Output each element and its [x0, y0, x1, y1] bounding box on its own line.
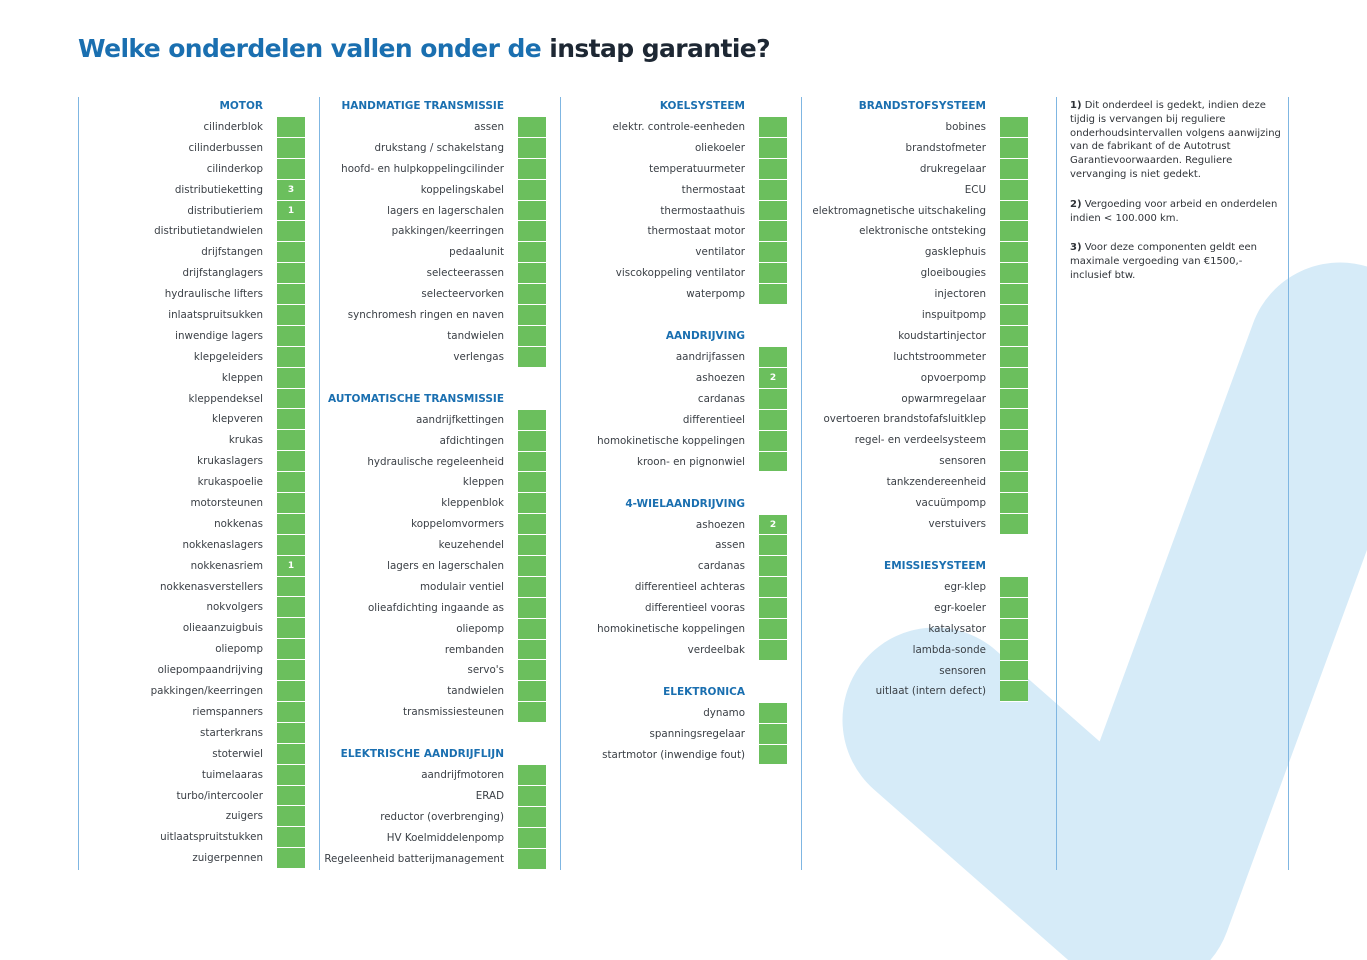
part-label: reductor (overbrenging): [380, 811, 504, 824]
part-label: waterpomp: [686, 288, 745, 301]
covered-checkbox: [1000, 138, 1028, 159]
part-label: selecteervorken: [421, 288, 504, 301]
covered-checkbox: 1: [277, 201, 305, 222]
part-label: gasklephuis: [924, 246, 986, 259]
part-label: nokvolgers: [206, 601, 263, 614]
section-title: MOTOR: [219, 100, 263, 112]
column-divider: [1056, 97, 1057, 870]
part-label: luchtstroommeter: [893, 350, 986, 363]
part-label: selecteerassen: [426, 267, 504, 280]
part-label: uitlaatspruitstukken: [160, 831, 263, 844]
part-label: koudstartinjector: [898, 329, 986, 342]
footnote-text: Dit onderdeel is gedekt, indien deze tijdig is vervangen bij reguliere onderhoudsintervallen volgens aanwijzing van de fabrikant of de Autotrust Garantievoorwaarden. Reguliere vervanging is niet gedekt.: [1070, 100, 1281, 180]
part-label: opvoerpomp: [920, 371, 986, 384]
part-label: cardanas: [697, 560, 745, 573]
part-label: ashoezen: [695, 371, 745, 384]
part-label: egr-klep: [944, 581, 986, 593]
part-label: cilinderblok: [203, 121, 263, 133]
part-label: pedaalunit: [449, 246, 504, 259]
part-label: aandrijfmotoren: [421, 769, 504, 782]
part-label: differentieel achteras: [634, 581, 745, 594]
part-label: differentieel vooras: [645, 602, 745, 615]
covered-checkbox: [1000, 326, 1028, 347]
footnote-text: Vergoeding voor arbeid en onderdelen indien < 100.000 km.: [1070, 198, 1278, 224]
part-label: turbo/intercooler: [176, 789, 263, 802]
part-label: vacuümpomp: [915, 497, 986, 510]
part-label: nokkenasverstellers: [160, 580, 263, 593]
covered-checkbox: [1000, 577, 1028, 598]
part-label: drijfstanglagers: [182, 267, 263, 280]
covered-checkbox: [518, 786, 546, 807]
covered-checkbox: [518, 849, 546, 870]
part-label: dynamo: [703, 706, 745, 719]
covered-checkbox: [1000, 305, 1028, 326]
part-label: overtoeren brandstofafsluitklep: [823, 413, 986, 426]
covered-checkbox: [1000, 681, 1028, 702]
part-label: rembanden: [444, 643, 504, 656]
part-label: nokkenaslagers: [182, 538, 263, 551]
covered-checkbox: [1000, 347, 1028, 368]
part-label: differentieel: [682, 413, 745, 426]
part-label: pakkingen/keerringen: [391, 225, 504, 238]
covered-checkbox: [1000, 263, 1028, 284]
part-label: uitlaat (intern defect): [875, 685, 986, 698]
title-part1: Welke onderdelen vallen onder de: [78, 34, 542, 63]
part-label: elektronische ontsteking: [859, 225, 986, 238]
part-label: regel- en verdeelsysteem: [854, 434, 986, 447]
covered-checkbox: [1000, 640, 1028, 661]
part-label: klepgeleiders: [193, 350, 263, 363]
part-label: kroon- en pignonwiel: [637, 455, 745, 468]
part-label: krukas: [228, 434, 263, 447]
covered-checkbox: [1000, 117, 1028, 138]
part-label: assen: [474, 121, 504, 133]
footnote-1: [1070, 99, 1282, 182]
part-label: startmotor (inwendige fout): [602, 748, 745, 761]
covered-checkbox: [518, 828, 546, 849]
part-label: synchromesh ringen en naven: [347, 309, 504, 322]
part-label: hydraulische regeleenheid: [367, 455, 504, 468]
part-label: lambda-sonde: [912, 643, 986, 656]
covered-checkbox: [1000, 430, 1028, 451]
covered-checkbox: [518, 765, 546, 786]
part-label: homokinetische koppelingen: [597, 434, 745, 447]
part-label: verdeelbak: [687, 643, 745, 656]
footnote-text: Voor deze componenten geldt een maximale vergoeding van €1500,- inclusief btw.: [1070, 242, 1257, 281]
covered-checkbox: [759, 535, 787, 556]
part-label: aandrijfassen: [675, 351, 745, 364]
part-label: modulair ventiel: [420, 580, 504, 593]
part-label: nokkenas: [214, 517, 263, 530]
part-label: riemspanners: [192, 705, 263, 718]
part-label: lagers en lagerschalen: [387, 560, 504, 573]
covered-checkbox: [1000, 221, 1028, 242]
part-label: Regeleenheid batterijmanagement: [324, 852, 504, 865]
footnote-2: [1070, 198, 1282, 226]
covered-checkbox: [759, 724, 787, 745]
part-label: koppelomvormers: [411, 518, 504, 531]
part-label: krukaspoelie: [197, 476, 263, 489]
covered-checkbox: [1000, 201, 1028, 222]
part-label: thermostaat motor: [647, 225, 745, 238]
covered-checkbox: [1000, 368, 1028, 389]
covered-checkbox: [1000, 284, 1028, 305]
part-label: katalysator: [928, 622, 986, 635]
part-label: gloeibougies: [920, 267, 986, 280]
part-label: kleppen: [221, 371, 263, 384]
covered-checkbox: [1000, 493, 1028, 514]
part-label: bobines: [945, 121, 986, 133]
section-title: BRANDSTOFSYSTEEM: [858, 100, 986, 112]
part-label: starterkrans: [200, 726, 263, 739]
covered-checkbox: 3: [277, 180, 305, 201]
covered-checkbox: [1000, 389, 1028, 410]
part-label: aandrijfkettingen: [415, 413, 504, 426]
part-label: inwendige lagers: [175, 329, 263, 342]
part-label: oliepompaandrijving: [157, 664, 263, 677]
part-label: sensoren: [939, 455, 986, 468]
part-label: distributieriem: [187, 204, 263, 217]
part-label: ERAD: [475, 790, 504, 803]
part-label: assen: [715, 539, 745, 552]
part-label: distributieketting: [174, 183, 263, 196]
covered-checkbox: [1000, 598, 1028, 619]
part-label: zuigers: [225, 810, 263, 823]
part-label: oliekoeler: [694, 141, 745, 154]
title-part2: instap garantie?: [549, 34, 771, 63]
section-title: ELEKTRISCHE AANDRIJFLIJN: [340, 748, 504, 761]
part-label: inlaatspruitsukken: [168, 309, 263, 322]
covered-checkbox: [1000, 619, 1028, 640]
part-label: ECU: [964, 183, 986, 196]
column-divider: [1288, 97, 1289, 870]
part-label: opwarmregelaar: [901, 392, 986, 405]
part-label: sensoren: [939, 664, 986, 677]
covered-checkbox: [1000, 472, 1028, 493]
part-label: kleppenblok: [441, 497, 504, 510]
covered-checkbox: [1000, 661, 1028, 682]
section-title: AUTOMATISCHE TRANSMISSIE: [328, 392, 504, 405]
part-label: drukstang / schakelstang: [374, 141, 504, 154]
part-label: hydraulische lifters: [164, 288, 263, 301]
covered-checkbox: 2: [759, 515, 787, 536]
part-label: viscokoppeling ventilator: [615, 267, 745, 280]
part-label: brandstofmeter: [905, 141, 986, 154]
part-label: nokkenasriem: [190, 559, 263, 572]
covered-checkbox: 1: [277, 556, 305, 577]
part-label: hoofd- en hulpkoppelingcilinder: [341, 162, 504, 175]
part-label: injectoren: [934, 288, 986, 301]
part-label: distributietandwielen: [154, 225, 263, 238]
part-label: tuimelaaras: [201, 768, 263, 781]
covered-checkbox: 2: [759, 368, 787, 389]
part-label: homokinetische koppelingen: [597, 622, 745, 635]
part-label: zuigerpennen: [192, 852, 263, 865]
part-label: keuzehendel: [438, 539, 504, 552]
part-label: elektr. controle-eenheden: [612, 121, 745, 133]
section-title: 4-WIELAANDRIJVING: [625, 497, 745, 510]
covered-checkbox: [1000, 451, 1028, 472]
part-label: transmissiesteunen: [403, 706, 504, 719]
part-label: tandwielen: [447, 685, 504, 698]
footnote-3: [1070, 241, 1282, 282]
covered-checkbox: [759, 745, 787, 766]
part-label: olieaanzuigbuis: [182, 622, 263, 635]
part-label: thermostaathuis: [660, 204, 745, 217]
part-label: elektromagnetische uitschakeling: [812, 204, 986, 217]
part-label: spanningsregelaar: [649, 727, 745, 740]
section-title: KOELSYSTEEM: [659, 100, 745, 112]
part-label: inspuitpomp: [921, 309, 986, 322]
part-label: egr-koeler: [934, 601, 986, 614]
covered-checkbox: [1000, 514, 1028, 535]
part-label: cilinderkop: [206, 162, 263, 175]
part-label: temperatuurmeter: [649, 162, 745, 175]
section-title: EMISSIESYSTEEM: [884, 560, 986, 572]
part-label: kleppendeksel: [188, 392, 263, 405]
part-label: verstuivers: [928, 517, 986, 530]
footnote-number: 1): [1070, 100, 1082, 111]
part-label: cardanas: [697, 392, 745, 405]
part-label: motorsteunen: [190, 497, 263, 510]
part-label: drijfstangen: [201, 246, 263, 259]
part-label: thermostaat: [681, 183, 745, 196]
covered-checkbox: [759, 703, 787, 724]
covered-checkbox: [518, 807, 546, 828]
page-title: [78, 34, 770, 63]
covered-checkbox: [1000, 180, 1028, 201]
section-title: ELEKTRONICA: [663, 685, 745, 698]
part-label: klepveren: [212, 413, 263, 426]
footnote-number: 2): [1070, 198, 1082, 210]
part-label: tankzendereenheid: [886, 476, 986, 489]
part-label: koppelingskabel: [420, 183, 504, 196]
part-label: oliepomp: [456, 622, 504, 635]
covered-checkbox: [1000, 242, 1028, 263]
footnote-number: 3): [1070, 242, 1082, 254]
covered-checkbox: [1000, 159, 1028, 180]
part-label: afdichtingen: [439, 434, 504, 447]
part-label: verlengas: [453, 350, 504, 363]
part-label: lagers en lagerschalen: [387, 204, 504, 217]
part-label: olieafdichting ingaande as: [368, 601, 504, 614]
part-label: pakkingen/keerringen: [150, 685, 263, 698]
section-title: HANDMATIGE TRANSMISSIE: [341, 100, 504, 112]
footnotes: [1070, 99, 1282, 299]
part-label: drukregelaar: [919, 162, 986, 175]
covered-checkbox: [1000, 409, 1028, 430]
part-label: cilinderbussen: [188, 141, 263, 154]
part-label: HV Koelmiddelenpomp: [386, 831, 504, 844]
part-label: oliepomp: [215, 643, 263, 656]
part-label: ashoezen: [695, 518, 745, 531]
part-label: stoterwiel: [212, 747, 263, 760]
part-label: ventilator: [695, 246, 745, 259]
part-label: servo's: [467, 664, 504, 677]
part-label: kleppen: [462, 476, 504, 489]
section-title: AANDRIJVING: [665, 330, 745, 343]
part-label: tandwielen: [447, 329, 504, 342]
part-label: krukaslagers: [197, 455, 263, 468]
